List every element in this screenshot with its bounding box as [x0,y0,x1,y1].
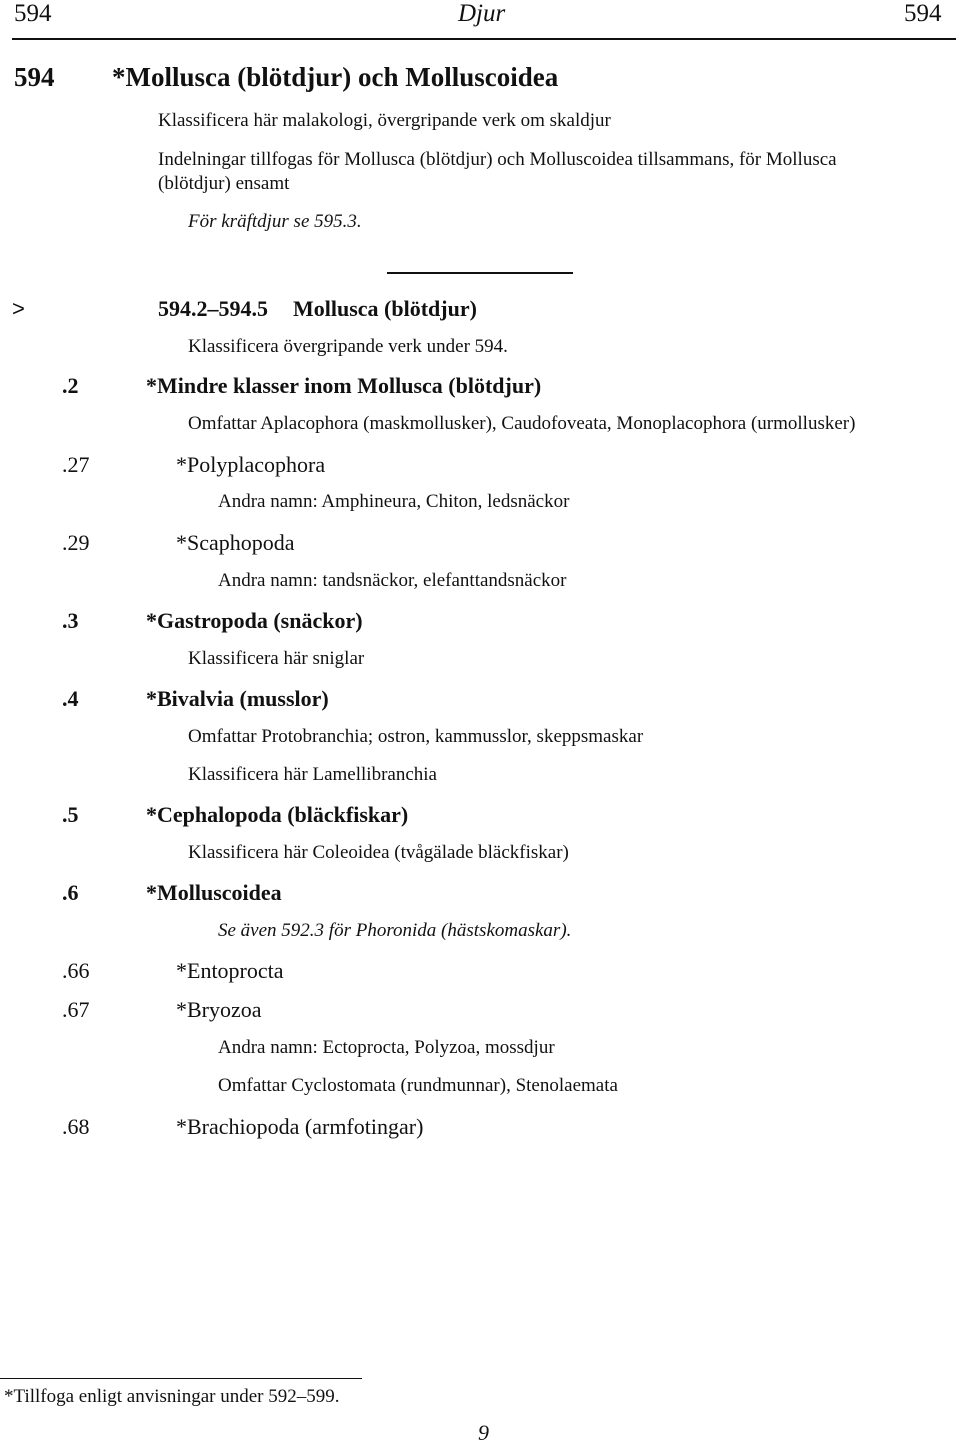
entry-number: .6 [62,880,79,905]
entry-title: *Scaphopoda [176,530,295,555]
entry-see-reference: Se även 592.3 för Phoronida (hästskomaskar). [218,920,572,941]
entry-title: *Bryozoa [176,997,262,1022]
entry-number: .4 [62,686,79,711]
entry-title: *Molluscoidea [146,880,282,905]
main-note-2: Indelningar tillfogas för Mollusca (blötdjur) och Molluscoidea tillsammans, för Mollusca [158,149,837,170]
span-title: Mollusca (blötdjur) [293,296,477,321]
entry-number: .68 [62,1114,90,1139]
entry-note: Omfattar Aplacophora (maskmollusker), Caudofoveata, Monoplacophora (urmollusker) [188,413,856,434]
page-number: 9 [478,1420,489,1445]
header-rule [12,38,956,40]
entry-note: Klassificera här Coleoidea (tvågälade bläckfiskar) [188,842,569,863]
entry-number: .3 [62,608,79,633]
span-range-end: 594.5 [218,296,268,321]
header-left-number: 594 [14,0,52,27]
main-class-number: 594 [14,62,55,92]
entry-number: .5 [62,802,79,827]
entry-number: .2 [62,373,79,398]
entry-number: .27 [62,452,90,477]
main-class-title: *Mollusca (blötdjur) och Molluscoidea [112,62,559,92]
entry-note: Klassificera här Lamellibranchia [188,764,437,785]
footnote-rule [0,1378,362,1379]
entry-number: .29 [62,530,90,555]
entry-number: .66 [62,958,90,983]
entry-note: Andra namn: Amphineura, Chiton, ledsnäckor [218,491,570,512]
entry-note: Andra namn: tandsnäckor, elefanttandsnäckor [218,570,567,591]
span-marker: > [12,296,25,321]
entry-title: *Cephalopoda (bläckfiskar) [146,802,409,827]
entry-title: *Mindre klasser inom Mollusca (blötdjur) [146,373,542,398]
entry-note: Andra namn: Ectoprocta, Polyzoa, mossdjur [218,1037,555,1058]
entry-title: *Entoprocta [176,958,284,983]
section-divider [387,272,573,274]
entry-number: .67 [62,997,90,1022]
span-note: Klassificera övergripande verk under 594. [188,336,508,357]
main-note-3: (blötdjur) ensamt [158,173,290,194]
span-range: 594.2–594.5 [158,296,268,321]
header-title: Djur [458,0,506,27]
entry-title: *Polyplacophora [176,452,326,477]
entry-note: Omfattar Protobranchia; ostron, kammusslor, skeppsmaskar [188,726,644,747]
header-right-number: 594 [904,0,942,27]
footnote: *Tillfoga enligt anvisningar under 592–599. [4,1386,340,1407]
span-range-start: 594.2 [158,296,208,321]
entry-note: Klassificera här sniglar [188,648,365,669]
entry-title: *Gastropoda (snäckor) [146,608,363,633]
entry-title: *Brachiopoda (armfotingar) [176,1114,424,1139]
main-see-reference: För kräftdjur se 595.3. [188,211,362,232]
main-note-1: Klassificera här malakologi, övergripande verk om skaldjur [158,110,611,131]
entry-note: Omfattar Cyclostomata (rundmunnar), Stenolaemata [218,1075,618,1096]
entry-title: *Bivalvia (musslor) [146,686,329,711]
